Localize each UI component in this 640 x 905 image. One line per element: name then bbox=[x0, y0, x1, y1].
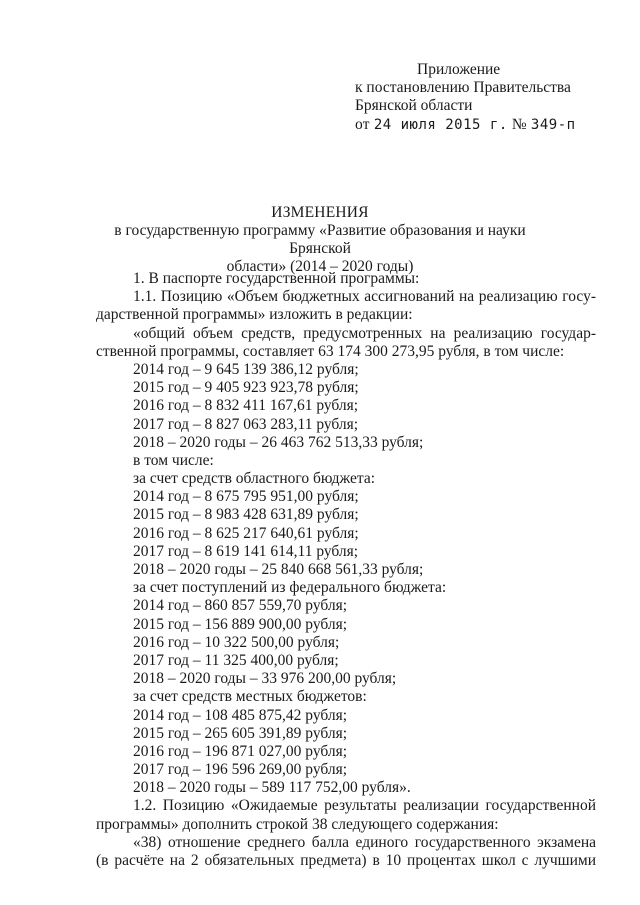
including-label: в том числе: bbox=[133, 451, 214, 469]
regional-2017: 2017 год – 8 619 141 614,11 рубля; bbox=[133, 542, 359, 560]
paragraph-1-2-line1: 1.2. Позицию «Ожидаемые результаты реализации государственной bbox=[133, 797, 596, 815]
local-budget-label: за счет средств местных бюджетов: bbox=[133, 688, 367, 706]
local-2014: 2014 год – 108 485 875,42 рубля; bbox=[133, 706, 348, 724]
paragraph-1-1-line1: 1.1. Позицию «Объем бюджетных ассигнований на реализацию госу- bbox=[133, 288, 596, 306]
quote-line2: ственной программы, составляет 63 174 300 273,95 рубля, в том числе: bbox=[96, 342, 565, 360]
federal-2014: 2014 год – 860 857 559,70 рубля; bbox=[133, 597, 348, 615]
regional-2014: 2014 год – 8 675 795 951,00 рубля; bbox=[133, 488, 359, 506]
document-heading bbox=[95, 204, 545, 276]
paragraph-1-2-line2: программы» дополнить строкой 38 следующего содержания: bbox=[96, 815, 499, 833]
approval-appendix-label: Приложение bbox=[417, 61, 501, 78]
total-2014: 2014 год – 9 645 139 386,12 рубля; bbox=[133, 360, 359, 378]
federal-2018-2020: 2018 – 2020 годы – 33 976 200,00 рубля; bbox=[133, 670, 397, 688]
total-2015: 2015 год – 9 405 923 923,78 рубля; bbox=[133, 379, 359, 397]
approval-date: 24 июля 2015 г. bbox=[373, 116, 508, 133]
document-body bbox=[96, 270, 596, 870]
approval-block bbox=[355, 60, 615, 133]
local-2016: 2016 год – 196 871 027,00 рубля; bbox=[133, 742, 348, 760]
regional-budget-label: за счет средств областного бюджета: bbox=[133, 470, 376, 488]
approval-date-prefix: от bbox=[355, 115, 370, 133]
total-2017: 2017 год – 8 827 063 283,11 рубля; bbox=[133, 415, 359, 433]
item-38-line1: «38) отношение среднего балла единого государственного экзамена bbox=[133, 833, 596, 851]
federal-2017: 2017 год – 11 325 400,00 рубля; bbox=[133, 651, 339, 669]
approval-date-number bbox=[355, 115, 615, 133]
document-title: ИЗМЕНЕНИЯ bbox=[271, 204, 369, 221]
federal-2015: 2015 год – 156 889 900,00 рубля; bbox=[133, 615, 348, 633]
total-2018-2020: 2018 – 2020 годы – 26 463 762 513,33 рубля; bbox=[133, 433, 424, 451]
federal-2016: 2016 год – 10 322 500,00 рубля; bbox=[133, 633, 340, 651]
total-2016: 2016 год – 8 832 411 167,61 рубля; bbox=[133, 397, 359, 415]
regional-2015: 2015 год – 8 983 428 631,89 рубля; bbox=[133, 506, 359, 524]
local-2018-2020: 2018 – 2020 годы – 589 117 752,00 рубля». bbox=[133, 779, 411, 797]
approval-number-sign: № bbox=[511, 115, 527, 133]
section-1-heading: 1. В паспорте государственной программы: bbox=[133, 270, 420, 287]
approval-region: Брянской области bbox=[355, 97, 473, 115]
federal-budget-label: за счет поступлений из федерального бюджета: bbox=[133, 579, 447, 597]
document-subtitle-line1: в государственную программу «Развитие образования и науки Брянской bbox=[114, 222, 526, 257]
paragraph-1-1-line2: дарственной программы» изложить в редакции: bbox=[96, 306, 413, 324]
document-subtitle-line2: области» (2014 – 2020 годы) bbox=[226, 258, 414, 275]
quote-line1: «общий объем средств, предусмотренных на реализацию государ- bbox=[133, 324, 596, 342]
regional-2016: 2016 год – 8 625 217 640,61 рубля; bbox=[133, 524, 359, 542]
approval-number: 349-п bbox=[530, 116, 576, 133]
local-2017: 2017 год – 196 596 269,00 рубля; bbox=[133, 761, 348, 779]
local-2015: 2015 год – 265 605 391,89 рубля; bbox=[133, 724, 348, 742]
approval-resolution-ref: к постановлению Правительства bbox=[355, 79, 571, 97]
item-38-line2: (в расчёте на 2 обязательных предмета) в 10 процентах школ с лучшими bbox=[96, 852, 596, 869]
regional-2018-2020: 2018 – 2020 годы – 25 840 668 561,33 рубля; bbox=[133, 561, 424, 578]
